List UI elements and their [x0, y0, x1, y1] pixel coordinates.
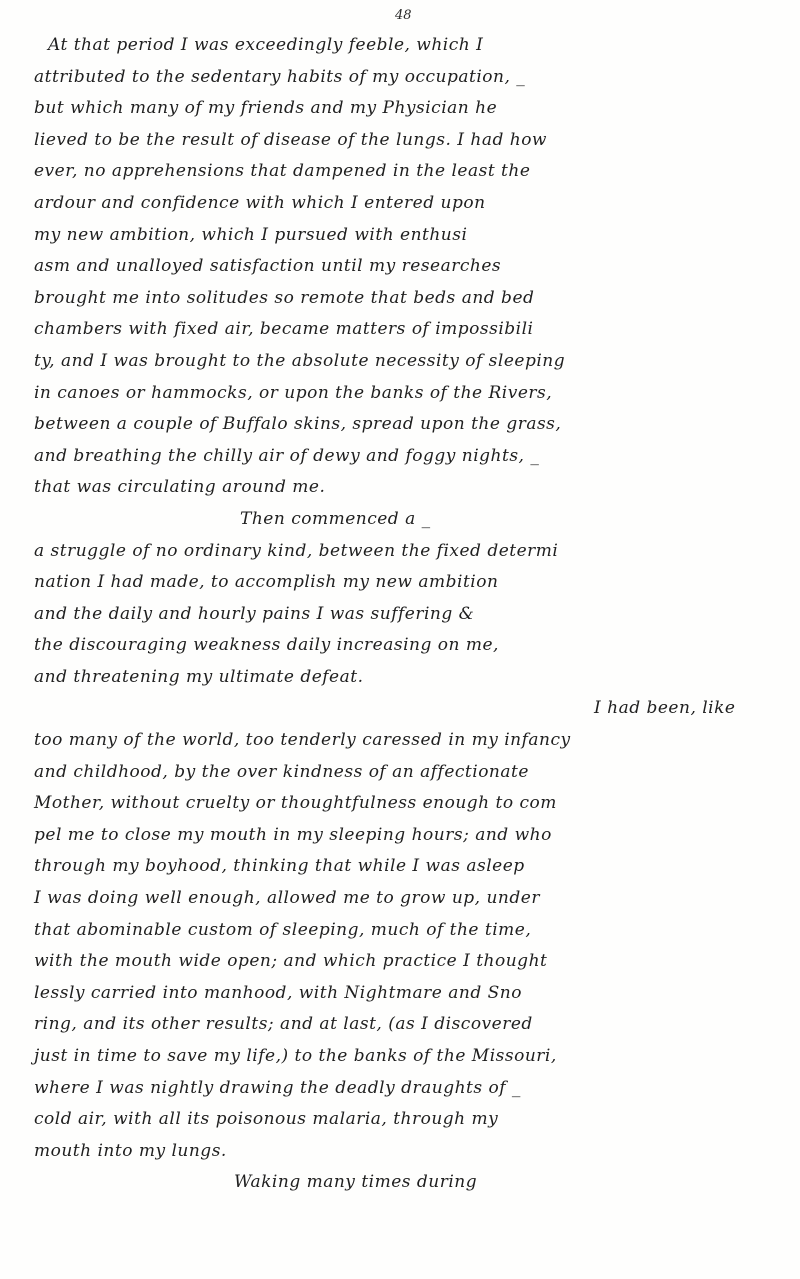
text-line: and the daily and hourly pains I was suffering & — [34, 603, 475, 624]
text-line: I had been, like — [594, 698, 736, 719]
text-line: mouth into my lungs. — [34, 1140, 227, 1161]
text-line: At that period I was exceedingly feeble, which I — [48, 35, 484, 55]
text-line: I was doing well enough, allowed me to grow up, under — [34, 888, 540, 909]
manuscript-text — [34, 30, 774, 1199]
text-line: a struggle of no ordinary kind, between the fixed determi — [34, 540, 559, 561]
text-line: Mother, without cruelty or thoughtfulness enough to com — [34, 793, 557, 814]
text-line: in canoes or hammocks, or upon the banks of the Rivers, — [34, 382, 553, 403]
text-line: but which many of my friends and my Physician he — [34, 98, 498, 119]
text-line: Then commenced a _ — [240, 508, 431, 529]
text-line: too many of the world, too tenderly caressed in my infancy — [34, 730, 571, 751]
text-line: that abominable custom of sleeping, much of the time, — [34, 919, 532, 940]
text-line: lieved to be the result of disease of the lungs. I had how — [34, 129, 547, 150]
text-line: through my boyhood, thinking that while I was asleep — [34, 856, 525, 877]
text-line: lessly carried into manhood, with Nightmare and Sno — [34, 982, 522, 1003]
text-line: and breathing the chilly air of dewy and foggy nights, _ — [34, 445, 540, 466]
text-line: where I was nightly drawing the deadly draughts of _ — [34, 1077, 521, 1098]
text-line: between a couple of Buffalo skins, spread upon the grass, — [34, 414, 562, 435]
text-line: nation I had made, to accomplish my new ambition — [34, 572, 499, 593]
text-line: ever, no apprehensions that dampened in the least the — [34, 161, 531, 182]
text-line: chambers with fixed air, became matters of impossibili — [34, 319, 534, 340]
text-line: with the mouth wide open; and which practice I thought — [34, 951, 548, 972]
text-line: pel me to close my mouth in my sleeping hours; and who — [34, 824, 552, 845]
text-line: just in time to save my life,) to the banks of the Missouri, — [34, 1046, 557, 1066]
page-number: 48 — [395, 8, 412, 23]
text-line: ardour and confidence with which I entered upon — [34, 192, 486, 213]
text-line: and threatening my ultimate defeat. — [34, 666, 364, 687]
text-line: that was circulating around me. — [34, 477, 326, 498]
text-line: cold air, with all its poisonous malaria, through my — [34, 1109, 499, 1130]
text-line: and childhood, by the over kindness of an affectionate — [34, 761, 529, 782]
text-line: ring, and its other results; and at last, (as I discovered — [34, 1014, 533, 1035]
text-line: ty, and I was brought to the absolute necessity of sleeping — [34, 350, 566, 371]
text-line: the discouraging weakness daily increasing on me, — [34, 635, 499, 656]
text-line: brought me into solitudes so remote that beds and bed — [34, 287, 535, 308]
text-line: my new ambition, which I pursued with enthusi — [34, 224, 468, 245]
text-line: attributed to the sedentary habits of my occupation, _ — [34, 66, 526, 87]
text-line: Waking many times during — [234, 1172, 478, 1193]
text-line: asm and unalloyed satisfaction until my researches — [34, 256, 502, 277]
